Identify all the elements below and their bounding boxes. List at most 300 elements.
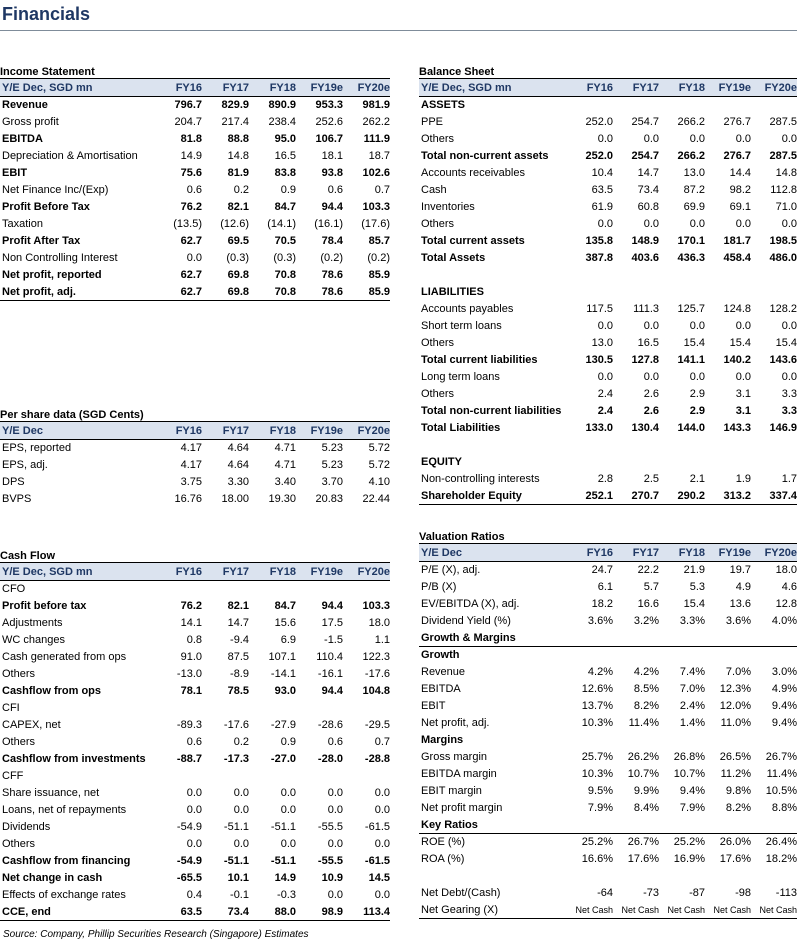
row-label: CFF (2, 770, 24, 782)
cell-fy16: Net Cash (575, 905, 613, 915)
cell-fy20e: 111.9 (363, 133, 390, 145)
row-label: Inventories (421, 201, 475, 213)
cell-fy20e: 104.8 (362, 685, 390, 697)
cell-fy17: 4.2% (633, 666, 659, 678)
column-header-fy17: FY17 (632, 547, 659, 559)
cell-fy16: 91.0 (180, 651, 202, 663)
cell-fy18: 70.8 (274, 269, 296, 281)
table-row-net-debt-cash (419, 885, 797, 902)
column-header-row (0, 422, 390, 440)
cell-fy17: 0.2 (233, 184, 249, 196)
row-label: Gross profit (2, 116, 59, 128)
row-label: Total current liabilities (421, 354, 538, 366)
table-row-profit-before-tax (0, 199, 390, 216)
cell-fy19e: -16.1 (317, 668, 343, 680)
row-label: Adjustments (2, 617, 63, 629)
table-row-others (419, 335, 797, 352)
row-label: CFI (2, 702, 20, 714)
cell-fy19e: 276.7 (723, 116, 751, 128)
row-label: Non Controlling Interest (2, 252, 118, 264)
cell-fy18: (0.3) (273, 252, 296, 264)
table-row-blank (419, 868, 797, 885)
cell-fy20e: (17.6) (361, 218, 390, 230)
cell-fy20e: 85.9 (368, 286, 390, 298)
page-title: Financials (2, 4, 91, 24)
cell-fy19e: 94.4 (321, 201, 343, 213)
cell-fy20e: 486.0 (769, 252, 797, 264)
table-row-total-non-current-liabilities (419, 403, 797, 420)
cell-fy19e: 1.9 (735, 473, 751, 485)
cell-fy20e: 11.4% (766, 768, 797, 780)
cell-fy20e: 14.5 (368, 872, 390, 884)
cell-fy17: 111.3 (633, 303, 659, 315)
cell-fy18: -51.1 (270, 821, 296, 833)
cell-fy19e: 124.8 (723, 303, 751, 315)
cell-fy18: 125.7 (677, 303, 705, 315)
cell-fy16: 0.6 (186, 184, 202, 196)
column-header-fy18: FY18 (269, 82, 296, 94)
cell-fy17: -51.1 (223, 821, 249, 833)
cell-fy19e: 252.6 (315, 116, 343, 128)
cell-fy19e: 110.4 (316, 651, 343, 663)
cell-fy18: 7.9% (679, 802, 705, 814)
cell-fy18: 10.7% (673, 768, 705, 780)
table-row-ebit (419, 698, 797, 715)
cell-fy19e: 94.4 (321, 685, 343, 697)
cell-fy18: -14.1 (270, 668, 296, 680)
row-label: Others (2, 838, 36, 850)
cell-fy17: 26.7% (627, 836, 659, 848)
cell-fy18: 0.0 (280, 804, 296, 816)
table-row-equity (419, 454, 797, 471)
cell-fy16 (152, 700, 202, 717)
cell-fy18: 93.0 (274, 685, 296, 697)
cell-fy17: 18.00 (221, 493, 249, 505)
section-title: Balance Sheet (419, 65, 797, 79)
cell-fy20e: 0.0 (374, 787, 390, 799)
cell-fy17: 0.0 (233, 787, 249, 799)
column-header-fy19e: FY19e (718, 82, 751, 94)
table-row-eps-reported (0, 440, 390, 457)
cell-fy19e: 0.0 (735, 218, 751, 230)
cell-fy19e: 0.0 (327, 804, 343, 816)
row-label: Depreciation & Amortisation (2, 150, 138, 162)
column-header-fy20e: FY20e (357, 425, 390, 437)
row-label: Cash (421, 184, 447, 196)
cell-fy17: -51.1 (223, 855, 249, 867)
row-label: Growth (421, 649, 460, 661)
cell-fy17: 69.5 (227, 235, 249, 247)
cell-fy20e: 262.2 (362, 116, 390, 128)
cell-fy16: 387.8 (585, 252, 613, 264)
cell-fy19e: Net Cash (713, 905, 751, 915)
cell-fy19e: 10.9 (321, 872, 343, 884)
cell-fy19e: 3.6% (725, 615, 751, 627)
column-header-label: Y/E Dec, SGD mn (421, 82, 512, 94)
cell-fy16: 2.4 (597, 388, 613, 400)
title-divider (0, 30, 797, 31)
table-row-cashflow-from-financing (0, 853, 390, 870)
cell-fy16 (563, 97, 613, 114)
cell-fy20e: 71.0 (775, 201, 797, 213)
cell-fy18: 3.40 (274, 476, 296, 488)
column-header-fy17: FY17 (222, 566, 249, 578)
cell-fy19e: 17.6% (719, 853, 751, 865)
cell-fy18: 95.0 (274, 133, 296, 145)
cell-fy18: -0.3 (277, 889, 296, 901)
cell-fy20e: 5.72 (368, 442, 390, 454)
table-row-p-b-x (419, 579, 797, 596)
row-label: Cashflow from financing (2, 855, 131, 867)
cell-fy19e: 0.0 (735, 371, 751, 383)
cell-fy20e (751, 647, 797, 664)
cell-fy16: (13.5) (173, 218, 202, 230)
cell-fy17: 0.2 (233, 736, 249, 748)
row-label: Total non-current liabilities (421, 405, 562, 417)
cell-fy17 (613, 454, 659, 471)
cell-fy17: 16.5 (637, 337, 659, 349)
cell-fy17: 8.5% (633, 683, 659, 695)
row-label: EBITDA (2, 133, 43, 145)
cell-fy20e: 102.6 (362, 167, 390, 179)
cell-fy18: 15.4 (683, 598, 705, 610)
cell-fy16: 10.4 (591, 167, 613, 179)
row-label: Total current assets (421, 235, 525, 247)
cell-fy17: 254.7 (631, 150, 659, 162)
cell-fy16: 2.4 (597, 405, 613, 417)
cell-fy16: 2.8 (597, 473, 613, 485)
cell-fy17: (12.6) (220, 218, 249, 230)
cell-fy17: -73 (643, 887, 659, 899)
cell-fy20e: 4.6 (781, 581, 797, 593)
table-row-cfi (0, 700, 390, 717)
cell-fy18 (659, 454, 705, 471)
cell-fy16: 62.7 (180, 286, 202, 298)
cell-fy19e: -1.5 (324, 634, 343, 646)
cell-fy19e: 5.23 (321, 442, 343, 454)
row-label: CFO (2, 583, 26, 595)
column-header-row (0, 79, 390, 97)
row-label: Shareholder Equity (421, 490, 522, 502)
cell-fy19e: 78.6 (321, 286, 343, 298)
cell-fy18: 2.9 (689, 405, 705, 417)
cell-fy17: 81.9 (227, 167, 249, 179)
cell-fy16: 130.5 (585, 354, 613, 366)
row-label: Net Gearing (X) (421, 904, 499, 916)
cell-fy17: 78.5 (227, 685, 249, 697)
cell-fy17 (613, 817, 659, 833)
cell-fy18: 26.8% (673, 751, 705, 763)
cell-fy17 (613, 732, 659, 749)
row-label: Others (421, 337, 455, 349)
cell-fy17: 4.64 (227, 442, 249, 454)
cell-fy20e: -17.6 (364, 668, 390, 680)
cell-fy16: 24.7 (591, 564, 613, 576)
cell-fy18: 21.9 (683, 564, 705, 576)
table-row-roe (419, 834, 797, 851)
row-label: Taxation (2, 218, 43, 230)
cell-fy18: 0.0 (689, 133, 705, 145)
cell-fy20e: 0.0 (781, 133, 797, 145)
cell-fy17: 5.7 (643, 581, 659, 593)
row-label: EPS, reported (2, 442, 72, 454)
cell-fy18: 83.8 (274, 167, 296, 179)
table-row-cashflow-from-investments (0, 751, 390, 768)
cell-fy18 (659, 437, 705, 454)
column-header-fy19e: FY19e (310, 425, 343, 437)
cell-fy16: 62.7 (180, 269, 202, 281)
cell-fy19e: 17.5 (321, 617, 343, 629)
table-row-loans-net-of-repayments (0, 802, 390, 819)
cell-fy16: 252.0 (585, 150, 613, 162)
cell-fy19e: -98 (735, 887, 751, 899)
cell-fy16: 16.6% (581, 853, 613, 865)
cell-fy19e: 15.4 (729, 337, 751, 349)
row-label: EBIT margin (421, 785, 482, 797)
column-header-fy18: FY18 (269, 425, 296, 437)
column-header-label: Y/E Dec, SGD mn (2, 566, 93, 578)
cell-fy18: 290.2 (677, 490, 705, 502)
cell-fy18 (659, 732, 705, 749)
table-row-total-current-assets (419, 233, 797, 250)
cell-fy20e: 4.0% (771, 615, 797, 627)
cell-fy19e: (0.2) (320, 252, 343, 264)
row-label: ASSETS (421, 99, 466, 111)
row-label: Net change in cash (2, 872, 103, 884)
cell-fy20e: 26.4% (765, 836, 797, 848)
cell-fy16: 7.9% (587, 802, 613, 814)
cell-fy17: 82.1 (227, 201, 249, 213)
cell-fy20e (751, 454, 797, 471)
cell-fy17 (202, 581, 249, 598)
cell-fy18: 13.0 (683, 167, 705, 179)
cell-fy18: -27.0 (270, 753, 296, 765)
table-row-roa (419, 851, 797, 868)
cell-fy18: 0.9 (280, 736, 296, 748)
cell-fy20e: 0.0 (781, 320, 797, 332)
cell-fy19e (705, 817, 751, 833)
cell-fy18: 170.1 (677, 235, 705, 247)
cell-fy20e: 143.6 (769, 354, 797, 366)
row-label: Cashflow from investments (2, 753, 146, 765)
cell-fy17: Net Cash (621, 905, 659, 915)
table-row-blank (419, 267, 797, 284)
row-label (419, 267, 563, 284)
row-label: LIABILITIES (421, 286, 484, 298)
column-header-fy17: FY17 (222, 425, 249, 437)
cell-fy17: -9.4 (230, 634, 249, 646)
row-label: Net Finance Inc/(Exp) (2, 184, 109, 196)
cell-fy19e: 140.2 (723, 354, 751, 366)
cell-fy18: 0.0 (689, 320, 705, 332)
row-label: P/E (X), adj. (421, 564, 481, 576)
cell-fy20e: 0.7 (374, 736, 390, 748)
cell-fy19e: 26.0% (719, 836, 751, 848)
cell-fy16: 76.2 (180, 600, 202, 612)
table-row-others (419, 386, 797, 403)
row-label: Accounts payables (421, 303, 514, 315)
column-header-fy17: FY17 (632, 82, 659, 94)
cell-fy19e: 9.8% (725, 785, 751, 797)
table-row-ev-ebitda-x-adj (419, 596, 797, 613)
table-row-dividends (0, 819, 390, 836)
cell-fy18: 7.0% (679, 683, 705, 695)
cell-fy16: 81.8 (180, 133, 202, 145)
table-row-assets (419, 97, 797, 114)
cell-fy16: 13.0 (591, 337, 613, 349)
column-header-label: Y/E Dec (2, 425, 43, 437)
table-row-liabilities (419, 284, 797, 301)
cell-fy19e: 12.3% (719, 683, 751, 695)
cell-fy19e: 78.4 (321, 235, 343, 247)
column-header-fy18: FY18 (269, 566, 296, 578)
row-label: Dividend Yield (%) (421, 615, 511, 627)
table-row-others (0, 836, 390, 853)
cell-fy20e: 1.7 (781, 473, 797, 485)
cell-fy18: 141.1 (677, 354, 705, 366)
cell-fy17 (202, 700, 249, 717)
column-header-row (419, 544, 797, 562)
cell-fy16 (563, 454, 613, 471)
column-header-fy16: FY16 (586, 547, 613, 559)
row-label (419, 437, 563, 454)
table-row-non-controlling-interests (419, 471, 797, 488)
column-header-fy16: FY16 (175, 82, 202, 94)
cell-fy20e: 3.0% (771, 666, 797, 678)
row-label: CAPEX, net (2, 719, 61, 731)
table-row-growth-margins (419, 630, 797, 647)
row-label: Share issuance, net (2, 787, 100, 799)
cell-fy20e: 22.44 (362, 493, 390, 505)
column-header-fy18: FY18 (678, 82, 705, 94)
table-row-p-e-x-adj (419, 562, 797, 579)
cell-fy19e: 0.6 (327, 736, 343, 748)
cell-fy17: 60.8 (637, 201, 659, 213)
cell-fy20e: 287.5 (769, 150, 797, 162)
cell-fy16: -54.9 (176, 855, 202, 867)
cell-fy20e: -61.5 (364, 855, 390, 867)
cell-fy16: -54.9 (176, 821, 202, 833)
cell-fy19e: 953.3 (315, 99, 343, 111)
cell-fy16: 0.6 (186, 736, 202, 748)
cell-fy20e: 18.0 (775, 564, 797, 576)
cell-fy17: 22.2 (637, 564, 659, 576)
table-row-growth (419, 647, 797, 664)
cell-fy16: 3.6% (587, 615, 613, 627)
column-header-fy16: FY16 (175, 425, 202, 437)
cell-fy16: 63.5 (591, 184, 613, 196)
row-label: Effects of exchange rates (2, 889, 126, 901)
row-label: Profit After Tax (2, 235, 81, 247)
column-header-label: Y/E Dec, SGD mn (2, 82, 93, 94)
row-label: Total Liabilities (421, 422, 501, 434)
cell-fy18: 4.71 (274, 459, 296, 471)
cell-fy18: 15.6 (274, 617, 296, 629)
cell-fy16: 252.1 (585, 490, 613, 502)
cell-fy18: 266.2 (677, 150, 705, 162)
row-label: CCE, end (2, 906, 51, 918)
cell-fy17: 14.8 (227, 150, 249, 162)
cash-flow-table (0, 549, 390, 921)
cell-fy18 (659, 284, 705, 301)
cell-fy17: 2.6 (643, 388, 659, 400)
cell-fy19e (705, 647, 751, 664)
cell-fy18: 70.5 (274, 235, 296, 247)
table-row-dividend-yield (419, 613, 797, 630)
row-label: Others (421, 218, 455, 230)
column-header-fy19e: FY19e (310, 566, 343, 578)
cell-fy19e: 93.8 (321, 167, 343, 179)
cell-fy19e (296, 700, 343, 717)
cell-fy16: -89.3 (176, 719, 202, 731)
cell-fy16: 0.4 (186, 889, 202, 901)
cell-fy20e: 26.7% (765, 751, 797, 763)
row-label: Cash generated from ops (2, 651, 127, 663)
table-row-cce-end (0, 904, 390, 921)
cell-fy18: 144.0 (677, 422, 705, 434)
row-label: BVPS (2, 493, 32, 505)
table-row-cashflow-from-ops (0, 683, 390, 700)
cell-fy19e: 98.9 (321, 906, 343, 918)
cell-fy19e: 20.83 (315, 493, 343, 505)
cell-fy17: 26.2% (627, 751, 659, 763)
cell-fy16: 3.75 (180, 476, 202, 488)
cell-fy19e: 0.0 (735, 133, 751, 145)
cell-fy18: 2.4% (679, 700, 705, 712)
table-row-net-finance-inc-exp (0, 182, 390, 199)
table-row-wc-changes (0, 632, 390, 649)
cell-fy17: 73.4 (637, 184, 659, 196)
cell-fy16: 0.8 (186, 634, 202, 646)
row-label: Net profit margin (421, 802, 503, 814)
row-label: Key Ratios (421, 819, 478, 831)
cell-fy20e: 3.3 (781, 405, 797, 417)
table-row-net-profit-adj (0, 284, 390, 301)
cell-fy16: 4.17 (180, 459, 202, 471)
cell-fy17 (613, 630, 659, 646)
cell-fy17 (613, 437, 659, 454)
cell-fy18: 84.7 (274, 201, 296, 213)
cell-fy16: 0.0 (597, 133, 613, 145)
cell-fy20e: 4.10 (368, 476, 390, 488)
row-label: EBIT (2, 167, 28, 179)
cell-fy18: 6.9 (280, 634, 296, 646)
cell-fy18 (659, 630, 705, 646)
row-label: EQUITY (421, 456, 462, 468)
cell-fy19e: 18.1 (321, 150, 343, 162)
cell-fy17 (613, 284, 659, 301)
cell-fy19e: 26.5% (719, 751, 751, 763)
row-label: Margins (421, 734, 464, 746)
table-row-accounts-payables (419, 301, 797, 318)
column-header-fy16: FY16 (586, 82, 613, 94)
cell-fy16: 12.6% (581, 683, 613, 695)
cell-fy19e: -55.5 (317, 821, 343, 833)
cell-fy17: 17.6% (627, 853, 659, 865)
section-title: Cash Flow (0, 549, 390, 563)
cell-fy20e: 4.9% (771, 683, 797, 695)
cell-fy17: 2.5 (643, 473, 659, 485)
table-row-accounts-receivables (419, 165, 797, 182)
cell-fy18: 1.4% (679, 717, 705, 729)
cell-fy18: -87 (689, 887, 705, 899)
cell-fy20e: 0.0 (374, 838, 390, 850)
table-row-cash-generated-from-ops (0, 649, 390, 666)
cell-fy16: 14.1 (180, 617, 202, 629)
cell-fy20e: 0.0 (374, 889, 390, 901)
cell-fy18: 7.4% (679, 666, 705, 678)
cell-fy20e: Net Cash (759, 905, 797, 915)
